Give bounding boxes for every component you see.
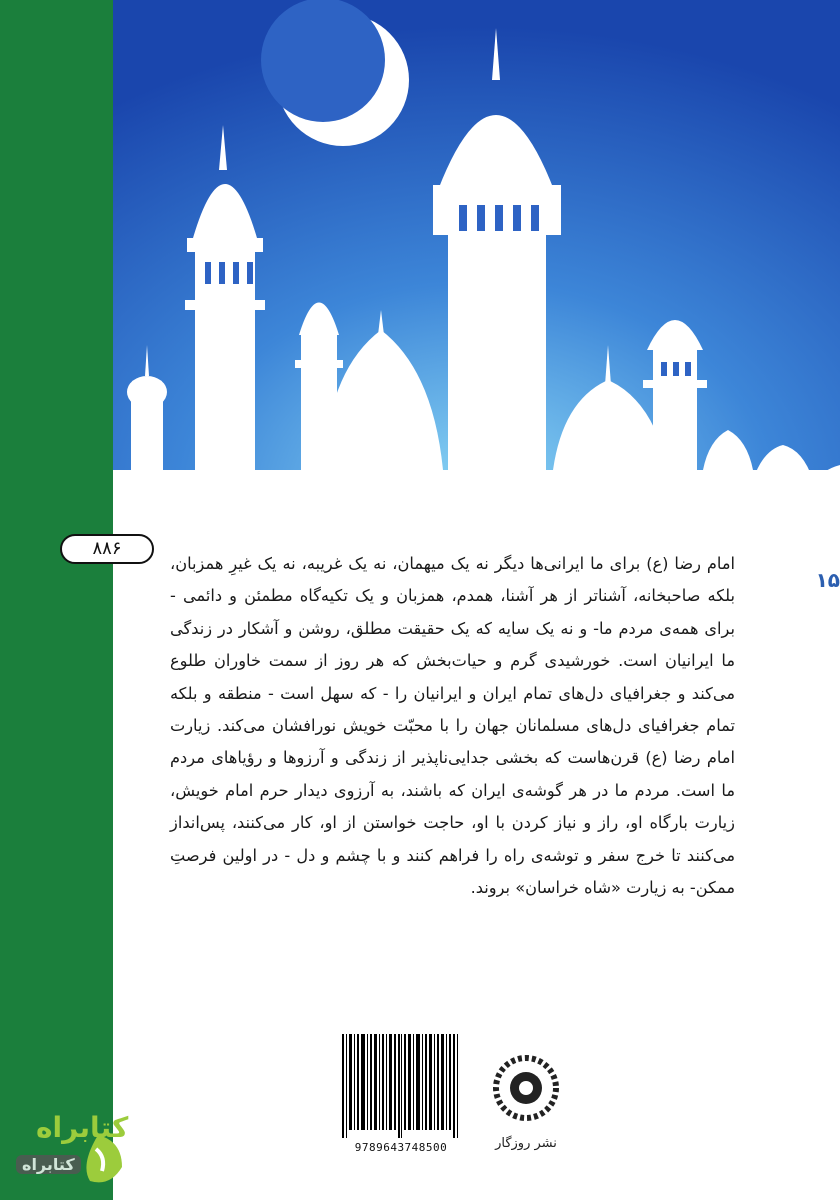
watermark-text: کتابراه (36, 1111, 129, 1144)
side-mark: ۱۵ (815, 568, 840, 592)
mosque-illustration (113, 0, 840, 520)
book-spine (0, 0, 113, 1200)
back-cover-blurb (170, 548, 735, 904)
series-number-tab (60, 534, 154, 564)
isbn-number: 9789643748500 (354, 1141, 448, 1154)
publisher-name: نشر روزگار (495, 1136, 557, 1151)
flower-logo-icon (496, 1058, 556, 1118)
blurb-text: امام رضا (ع) برای ما ایرانی‌ها دیگر نه یک میهمان، نه یک غریبه، نه یک غیرِ همزبان، بلکه صاحبخانه، آشناتر از هر آشنا، همدم، همزبان و یک تکیه‌گاه مطمئن و دائمی - برای همه‌ی مردم ما- و نه یک سایه که یک حقیقت مطلق، روشن و آشکار در زندگی ما ایرانیان است. خورشیدی گرم و حیات‌بخش که هر روز از سمت خاوران طلوع می‌کند و جغرافیای دل‌های تمام ایران و ایرانیان را - که سهل است - منطقه و بلکه تمام جغرافیای دل‌های مسلمانان جهان را با محبّت خویش نورافشان می‌کند. زیارت امام رضا (ع) قرن‌هاست که بخشی جدایی‌ناپذیر از زندگی و آرزوها و رؤیاهای مردم ما است. مردم ما در هر گوشه‌ی ایران که باشند، به آرزوی دیدار حرم امام خویش، زیارت بارگاه او، راز و نیاز کردن با او، حاجت خواستن از او، کار می‌کنند، پس‌انداز می‌کنند تا خرج سفر و توشه‌ی راه را فراهم کنند و با چشم و دل - در اولین فرصتِ ممکن- به زیارت «شاه خراسان» بروند. (170, 554, 735, 898)
series-number: ۸۸۶ (92, 538, 122, 559)
watermark-small-text: کتابراه (16, 1155, 81, 1174)
